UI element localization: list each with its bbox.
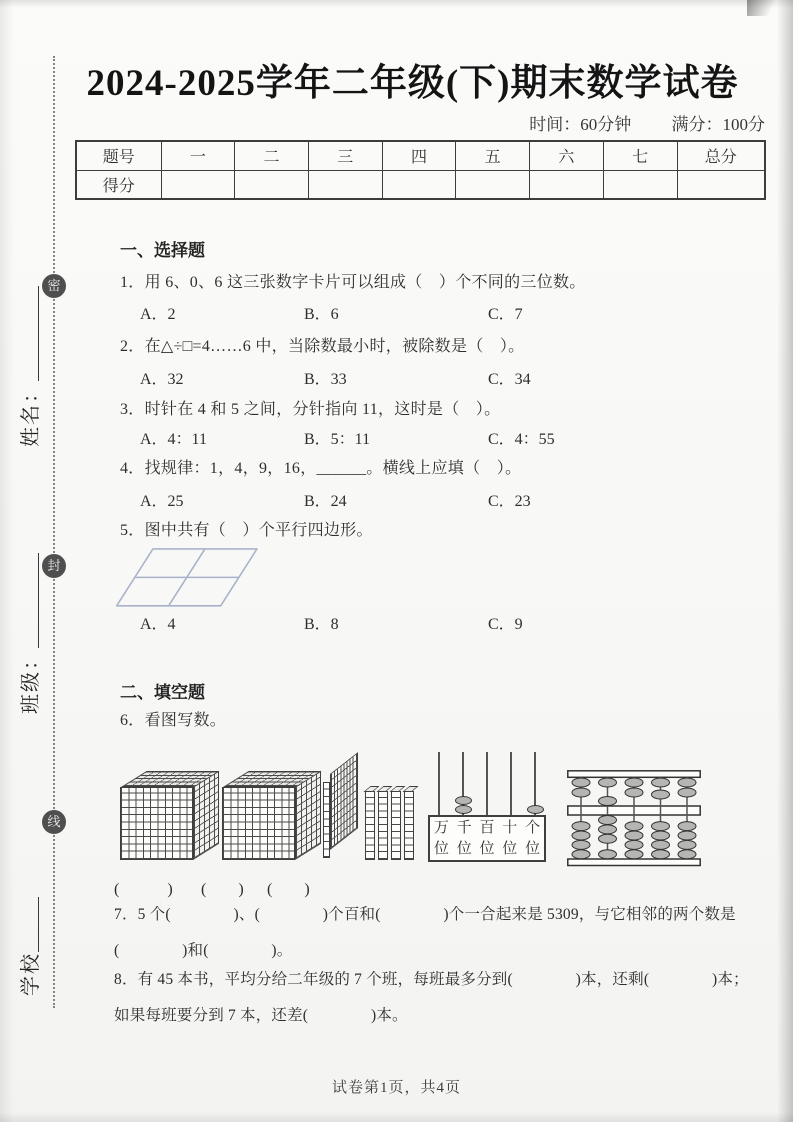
place-value-bead [455, 796, 472, 805]
exam-meta [360, 110, 765, 135]
score-col-header: 五 [456, 141, 530, 170]
thousand-cube-figure [222, 770, 322, 860]
score-cell [456, 170, 530, 199]
pv-label: 十 [502, 820, 518, 836]
pv-label: 位 [479, 841, 495, 857]
cube-front-face [222, 787, 295, 860]
seal-char-xian: 线 [42, 810, 66, 834]
question-8-line1: 8．有 45 本书，平均分给二年级的 7 个班，每班最多分到( )本，还剩( )本； [114, 971, 749, 988]
question-3: 3．时针在 4 和 5 之间，分针指向 11，这时是（ ）。 [120, 401, 501, 418]
seal-dotted-line [53, 56, 55, 1008]
question-4: 4．找规律：1，4，9，16，______。横线上应填（ ）。 [120, 460, 522, 477]
plate-edge [323, 782, 330, 858]
question-3-options [0, 426, 793, 448]
option-b: B．24 [304, 493, 347, 510]
option-c: C．23 [488, 493, 531, 510]
page-title: 2024-2025学年二年级(下)期末数学试卷 [86, 63, 739, 104]
option-b: B．33 [304, 371, 347, 388]
place-value-col [476, 817, 499, 860]
score-col-header: 总分 [677, 141, 765, 170]
pv-label: 万 [433, 820, 449, 836]
school-blank-line [17, 897, 39, 952]
ten-rod-figure [391, 791, 401, 860]
option-c: C．4：55 [488, 431, 555, 448]
name-label: 姓名： [19, 381, 42, 447]
option-b: B．8 [304, 616, 339, 633]
score-col-header: 四 [382, 141, 456, 170]
question-2-options [0, 366, 793, 388]
score-col-header: 一 [161, 141, 235, 170]
pv-label: 千 [456, 820, 472, 836]
score-row-label: 得分 [76, 170, 161, 199]
class-blank-line [17, 553, 39, 648]
page-edge-top [0, 0, 793, 8]
option-c: C．9 [488, 616, 523, 633]
ten-rod-figure [378, 791, 388, 860]
score-col-header: 六 [530, 141, 604, 170]
full-score-label: 满分：100分 [671, 115, 765, 134]
place-value-bead [455, 805, 472, 814]
score-cell [603, 170, 677, 199]
ten-rod-figure [365, 791, 375, 860]
place-value-labels-box [428, 815, 546, 862]
score-cell [530, 170, 604, 199]
place-value-col [521, 817, 544, 860]
seal-char-feng: 封 [42, 554, 66, 578]
place-value-pole [510, 752, 512, 816]
hundred-plate-figure [323, 770, 367, 862]
parallelogram-figure [113, 544, 263, 612]
time-label: 时间：60分钟 [529, 115, 632, 134]
option-b: B．5：11 [304, 431, 371, 448]
page-footer: 试卷第1页，共4页 [331, 1080, 461, 1096]
cube-side-face [295, 771, 321, 860]
page-edge-bottom [0, 1112, 793, 1122]
option-a: A．4 [140, 616, 176, 633]
score-table [75, 140, 766, 200]
abacus-figure [567, 770, 701, 867]
cube-side-face [193, 771, 219, 860]
option-a: A．25 [140, 493, 184, 510]
place-value-pole [486, 752, 488, 816]
question-1-options [0, 301, 793, 323]
option-b: B．6 [304, 306, 339, 323]
q6-blank: ( ) [267, 881, 310, 898]
score-table-header-row [76, 141, 765, 170]
score-col-header: 二 [235, 141, 309, 170]
page-edge-left [0, 0, 14, 1122]
seal-char-mi: 密 [42, 274, 66, 298]
class-label: 班级： [19, 648, 42, 714]
score-cell [235, 170, 309, 199]
question-8-line2: 如果每班要分到 7 本，还差( )本。 [114, 1007, 408, 1024]
place-value-pole [438, 752, 440, 816]
school-field [14, 894, 42, 996]
page-edge-right [777, 0, 793, 1122]
place-value-bead [527, 805, 544, 814]
question-6: 6．看图写数。 [120, 712, 227, 729]
score-col-header: 题号 [76, 141, 161, 170]
option-a: A．2 [140, 306, 176, 323]
question-1: 1．用 6、0、6 这三张数字卡片可以组成（ ）个不同的三位数。 [120, 274, 586, 291]
cube-front-face [120, 787, 193, 860]
pv-label: 位 [456, 841, 472, 857]
question-4-options [0, 488, 793, 510]
score-cell [308, 170, 382, 199]
q6-blank: ( ) [201, 881, 244, 898]
question-2: 2．在△÷□=4……6 中，当除数最小时，被除数是（ ）。 [120, 338, 525, 355]
place-value-col [430, 817, 453, 860]
question-7-line2: ( )和( )。 [114, 942, 293, 959]
plate-face [330, 752, 358, 850]
section2-heading: 二、填空题 [120, 683, 205, 702]
q6-blank: ( ) [114, 881, 173, 898]
place-value-col [498, 817, 521, 860]
score-cell [382, 170, 456, 199]
option-c: C．34 [488, 371, 531, 388]
place-value-col [453, 817, 476, 860]
question-7-line1: 7．5 个( )、( )个百和( )个一合起来是 5309，与它相邻的两个数是 [114, 906, 736, 923]
score-cell [677, 170, 765, 199]
option-a: A．32 [140, 371, 184, 388]
score-col-header: 七 [603, 141, 677, 170]
corner-smudge [747, 0, 793, 16]
pv-label: 百 [479, 820, 495, 836]
pv-label: 位 [502, 841, 518, 857]
pv-label: 个 [525, 820, 541, 836]
score-col-header: 三 [308, 141, 382, 170]
question-5: 5．图中共有（ ）个平行四边形。 [120, 522, 373, 539]
option-a: A．4：11 [140, 431, 207, 448]
score-cell [161, 170, 235, 199]
school-label: 学校 [19, 952, 42, 996]
option-c: C．7 [488, 306, 523, 323]
score-table-score-row [76, 170, 765, 199]
ten-rod-figure [404, 791, 414, 860]
section1-heading: 一、选择题 [120, 241, 205, 260]
question-5-options [0, 611, 793, 633]
pv-label: 位 [433, 841, 449, 857]
pv-label: 位 [525, 841, 541, 857]
thousand-cube-figure [120, 770, 220, 860]
place-value-chart-figure [428, 752, 546, 862]
